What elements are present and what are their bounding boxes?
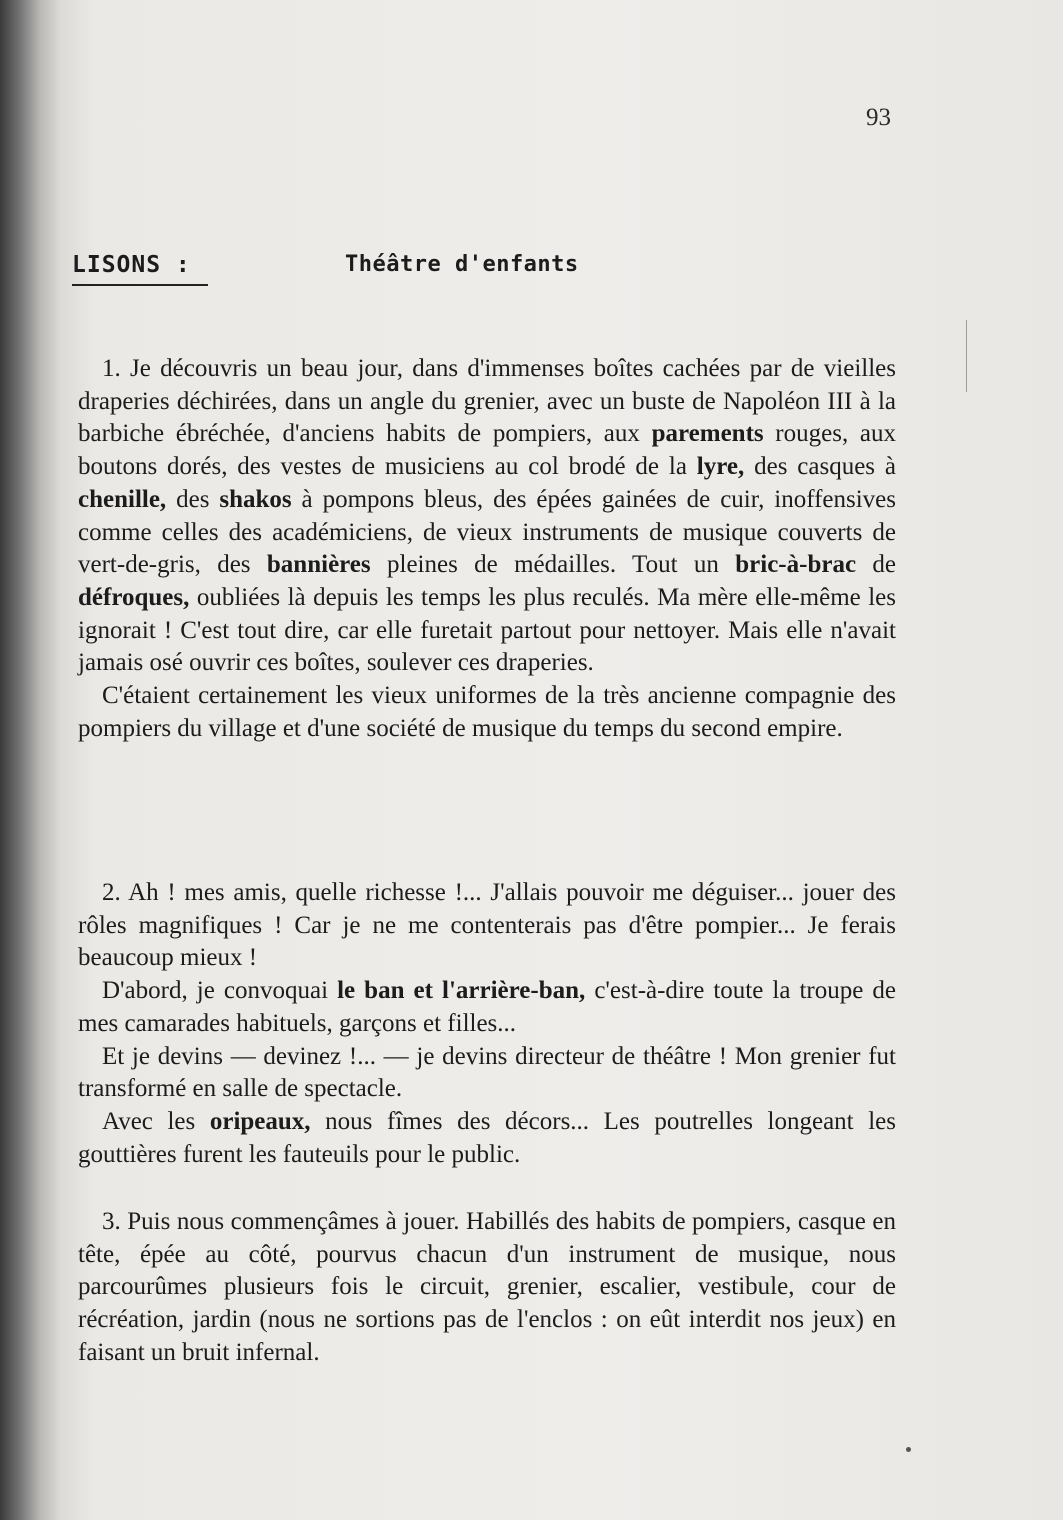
text-run: oubliées là depuis les temps les plus reculés. Ma mère elle-même les ignorait ! C'est tout dire, car elle furetait partout pour nettoyer. Mais elle n'avait jamais osé ouvrir ces boîtes, soulever ces draperies. bbox=[78, 583, 896, 677]
vocabulary-word: bannières bbox=[266, 551, 371, 579]
page-number: 93 bbox=[866, 104, 891, 131]
vocabulary-word: lyre, bbox=[696, 453, 745, 481]
text-run: Avec les bbox=[102, 1107, 210, 1135]
text-run: pleines de médailles. Tout un bbox=[370, 551, 736, 579]
paragraph bbox=[78, 1106, 896, 1171]
paragraph bbox=[78, 1041, 896, 1106]
text-run: des bbox=[166, 485, 220, 513]
section-label: LISONS : bbox=[72, 252, 208, 286]
text-run: de bbox=[856, 551, 896, 579]
text-run: à pompons bleus, des épées gainées de cuir, inoffensives comme celles des académiciens, de vieux instruments de musique couverts de vert-de-gris, des bbox=[78, 485, 896, 579]
text-run: nous fîmes des décors... Les poutrelles longeant les gouttières furent les fauteuils pour le public. bbox=[78, 1107, 896, 1168]
margin-mark bbox=[966, 320, 967, 392]
text-section-2 bbox=[78, 877, 896, 1171]
text-run: 2. Ah ! mes amis, quelle richesse !... J'allais pouvoir me déguiser... jouer des rôles magnifiques ! Car je ne me contenterais pas d'être pompier... Je ferais beaucoup mieux ! bbox=[78, 879, 896, 972]
vocabulary-word: parements bbox=[651, 420, 764, 448]
vocabulary-word: oripeaux, bbox=[209, 1107, 311, 1135]
paragraph bbox=[78, 1206, 896, 1370]
paragraph bbox=[78, 680, 896, 745]
vocabulary-word: shakos bbox=[219, 485, 292, 513]
vocabulary-word: défroques, bbox=[78, 583, 190, 611]
text-run: c'est-à-dire toute la troupe de mes camarades habituels, garçons et filles... bbox=[78, 977, 896, 1037]
ink-speck bbox=[906, 1447, 911, 1452]
vocabulary-word: chenille, bbox=[78, 485, 167, 513]
vocabulary-word: bric-à-brac bbox=[735, 551, 857, 579]
text-run: 3. Puis nous commençâmes à jouer. Habillés des habits de pompiers, casque en tête, épée au côté, pourvus chacun d'un instrument de musique, nous parcourûmes plusieurs fois le circuit, grenier, escalier, vestibule, cour de récréation, jardin (nous ne sortions pas de l'enclos : on eût interdit nos jeux) en faisant un bruit infernal. bbox=[78, 1208, 896, 1366]
text-run: Et je devins — devinez !... — je devins directeur de théâtre ! Mon grenier fut transformé en salle de spectacle. bbox=[78, 1042, 896, 1103]
text-run: D'abord, je convoquai bbox=[102, 977, 338, 1005]
text-section-1 bbox=[78, 353, 896, 745]
text-run: des casques à bbox=[744, 453, 896, 481]
text-section-3 bbox=[78, 1206, 896, 1370]
paragraph bbox=[78, 975, 896, 1040]
paragraph bbox=[78, 353, 896, 680]
text-run: C'étaient certainement les vieux uniformes de la très ancienne compagnie des pompiers du village et d'une société de musique du temps du second empire. bbox=[78, 682, 896, 742]
paragraph bbox=[78, 877, 896, 975]
vocabulary-word: le ban et l'arrière-ban, bbox=[337, 977, 586, 1005]
page-title: Théâtre d'enfants bbox=[345, 252, 579, 277]
text-run: 1. Je découvris un beau jour, dans d'immenses boîtes cachées par de vieilles draperies déchirées, dans un angle du grenier, avec un buste de Napoléon III à la barbiche ébréchée, d'anciens habits de pompiers, aux bbox=[78, 355, 896, 448]
text-run: rouges, aux boutons dorés, des vestes de musiciens au col brodé de la bbox=[78, 420, 896, 481]
